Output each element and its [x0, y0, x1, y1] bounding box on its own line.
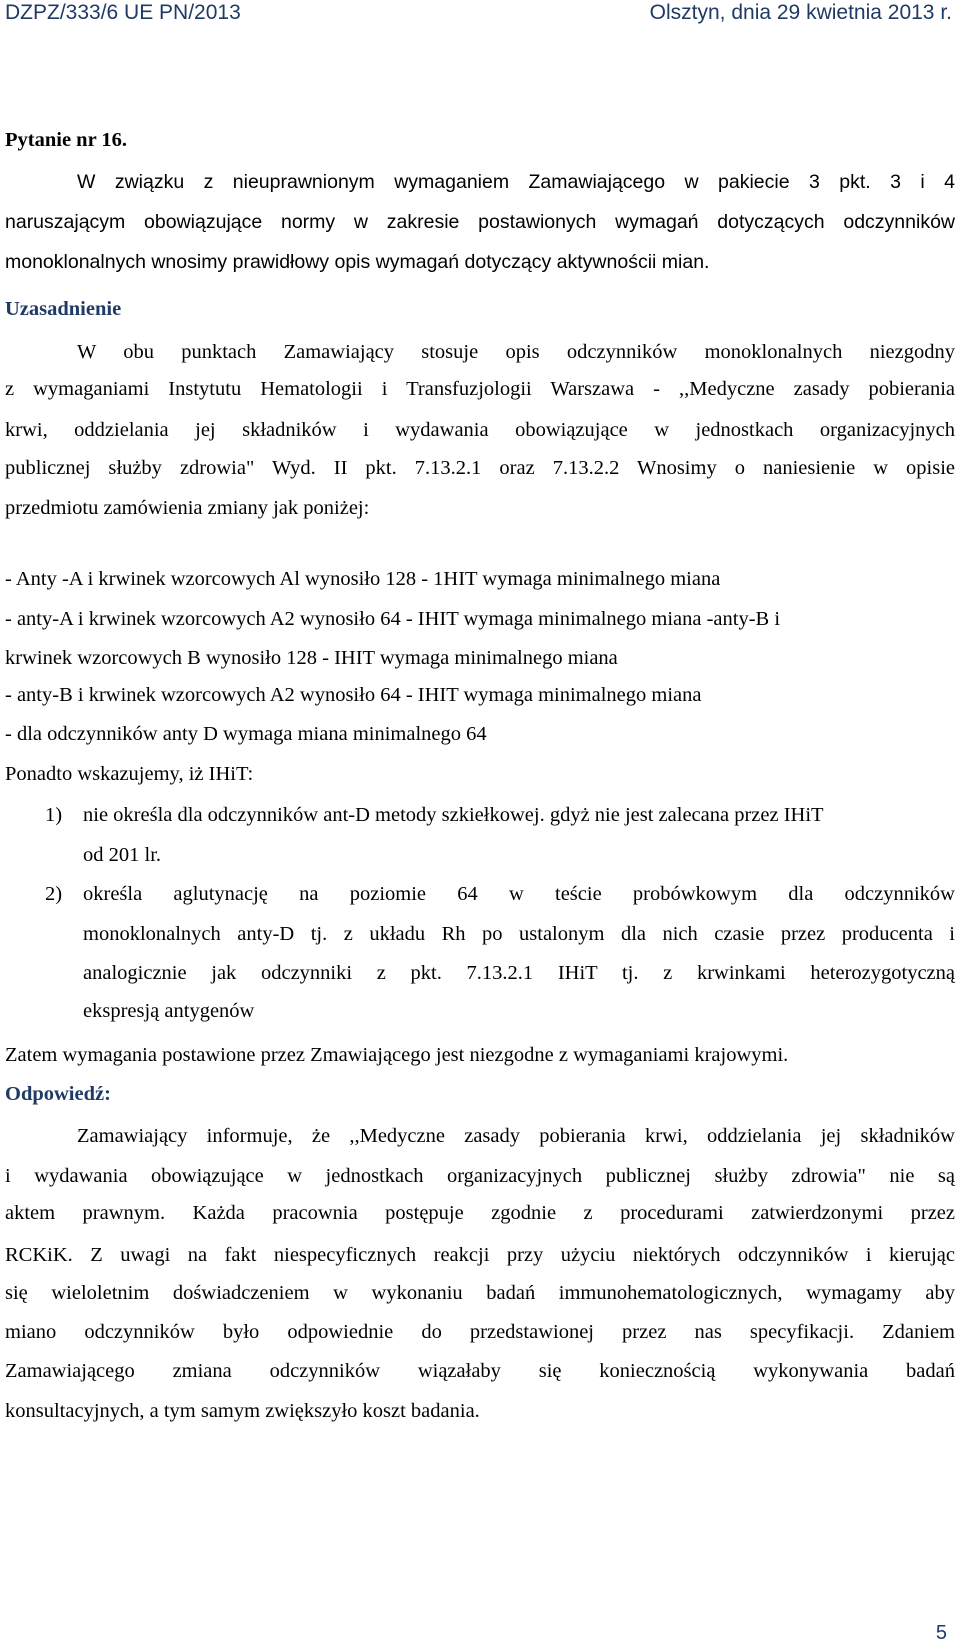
question-title: Pytanie nr 16.: [5, 129, 128, 151]
change-line: Ponadto wskazujemy, iż IHiT:: [5, 763, 254, 785]
justification-title: Uzasadnienie: [5, 298, 122, 320]
list-item-text: określa aglutynację na poziomie 64 w teście probówkowym dla odczynników: [83, 883, 955, 905]
change-line: - anty-A i krwinek wzorcowych A2 wynosiło 64 - IHIT wymaga minimalnego miana -anty-B i: [5, 608, 781, 630]
justification-line: publicznej służby zdrowia" Wyd. II pkt. 7.13.2.1 oraz 7.13.2.2 Wnosimy o naniesienie w opisie: [5, 457, 955, 479]
justification-line: przedmiotu zamówienia zmiany jak poniżej:: [5, 497, 370, 519]
answer-line: i wydawania obowiązujące w jednostkach organizacyjnych publicznej służby zdrowia" nie są: [5, 1165, 955, 1187]
answer-line: RCKiK. Z uwagi na fakt niespecyficznych reakcji przy użyciu niektórych odczynników i kierując: [5, 1244, 955, 1266]
answer-line: konsultacyjnych, a tym samym zwiększyło koszt badania.: [5, 1400, 480, 1422]
list-item-text: ekspresją antygenów: [83, 1000, 255, 1022]
change-line: krwinek wzorcowych B wynosiło 128 - IHIT wymaga minimalnego miana: [5, 647, 618, 669]
list-item-number: 2): [45, 883, 63, 905]
document-date: Olsztyn, dnia 29 kwietnia 2013 r.: [649, 1, 952, 24]
list-item-number: 1): [45, 804, 63, 826]
document-reference: DZPZ/333/6 UE PN/2013: [5, 1, 241, 24]
justification-line: W obu punktach Zamawiający stosuje opis odczynników monoklonalnych niezgodny: [77, 341, 955, 363]
page-number: 5: [935, 1622, 947, 1644]
answer-line: Zamawiającego zmiana odczynników wiązałaby się koniecznością wykonywania badań: [5, 1360, 955, 1382]
question-line: naruszającym obowiązujące normy w zakresie postawionych wymagań dotyczących odczynników: [5, 211, 955, 233]
answer-line: Zamawiający informuje, że ,,Medyczne zasady pobierania krwi, oddzielania jej składników: [77, 1125, 955, 1147]
list-item-text: analogicznie jak odczynniki z pkt. 7.13.2.1 IHiT tj. z krwinkami heterozygotyczną: [83, 962, 955, 984]
list-item-text: nie określa dla odczynników ant-D metody szkiełkowej. gdyż nie jest zalecana przez IHiT: [83, 804, 824, 826]
answer-title: Odpowiedź:: [5, 1083, 111, 1105]
answer-line: aktem prawnym. Każda pracownia postępuje zgodnie z procedurami zatwierdzonymi przez: [5, 1202, 955, 1224]
change-line: - Anty -A i krwinek wzorcowych Al wynosiło 128 - 1HIT wymaga minimalnego miana: [5, 568, 721, 590]
change-line: - dla odczynników anty D wymaga miana minimalnego 64: [5, 723, 487, 745]
answer-line: miano odczynników było odpowiednie do przedstawionej przez nas specyfikacji. Zdaniem: [5, 1321, 955, 1343]
list-item-text: monoklonalnych anty-D tj. z układu Rh po ustalonym dla nich czasie przez producenta i: [83, 923, 955, 945]
list-item-text: od 201 lr.: [83, 844, 162, 866]
justification-line: krwi, oddzielania jej składników i wydawania obowiązujące w jednostkach organizacyjnych: [5, 419, 955, 441]
question-line: monoklonalnych wnosimy prawidłowy opis wymagań dotyczący aktywnościi mian.: [5, 251, 710, 273]
change-line: - anty-B i krwinek wzorcowych A2 wynosiło 64 - IHIT wymaga minimalnego miana: [5, 684, 702, 706]
page-header: [5, 0, 952, 30]
question-line: W związku z nieuprawnionym wymaganiem Zamawiającego w pakiecie 3 pkt. 3 i 4: [77, 171, 955, 193]
justification-line: z wymaganiami Instytutu Hematologii i Transfuzjologii Warszawa - ,,Medyczne zasady pobierania: [5, 378, 955, 400]
answer-line: się wieloletnim doświadczeniem w wykonaniu badań immunohematologicznych, wymagamy aby: [5, 1282, 955, 1304]
justification-conclusion: Zatem wymagania postawione przez Zmawiającego jest niezgodne z wymaganiami krajowymi.: [5, 1044, 789, 1066]
